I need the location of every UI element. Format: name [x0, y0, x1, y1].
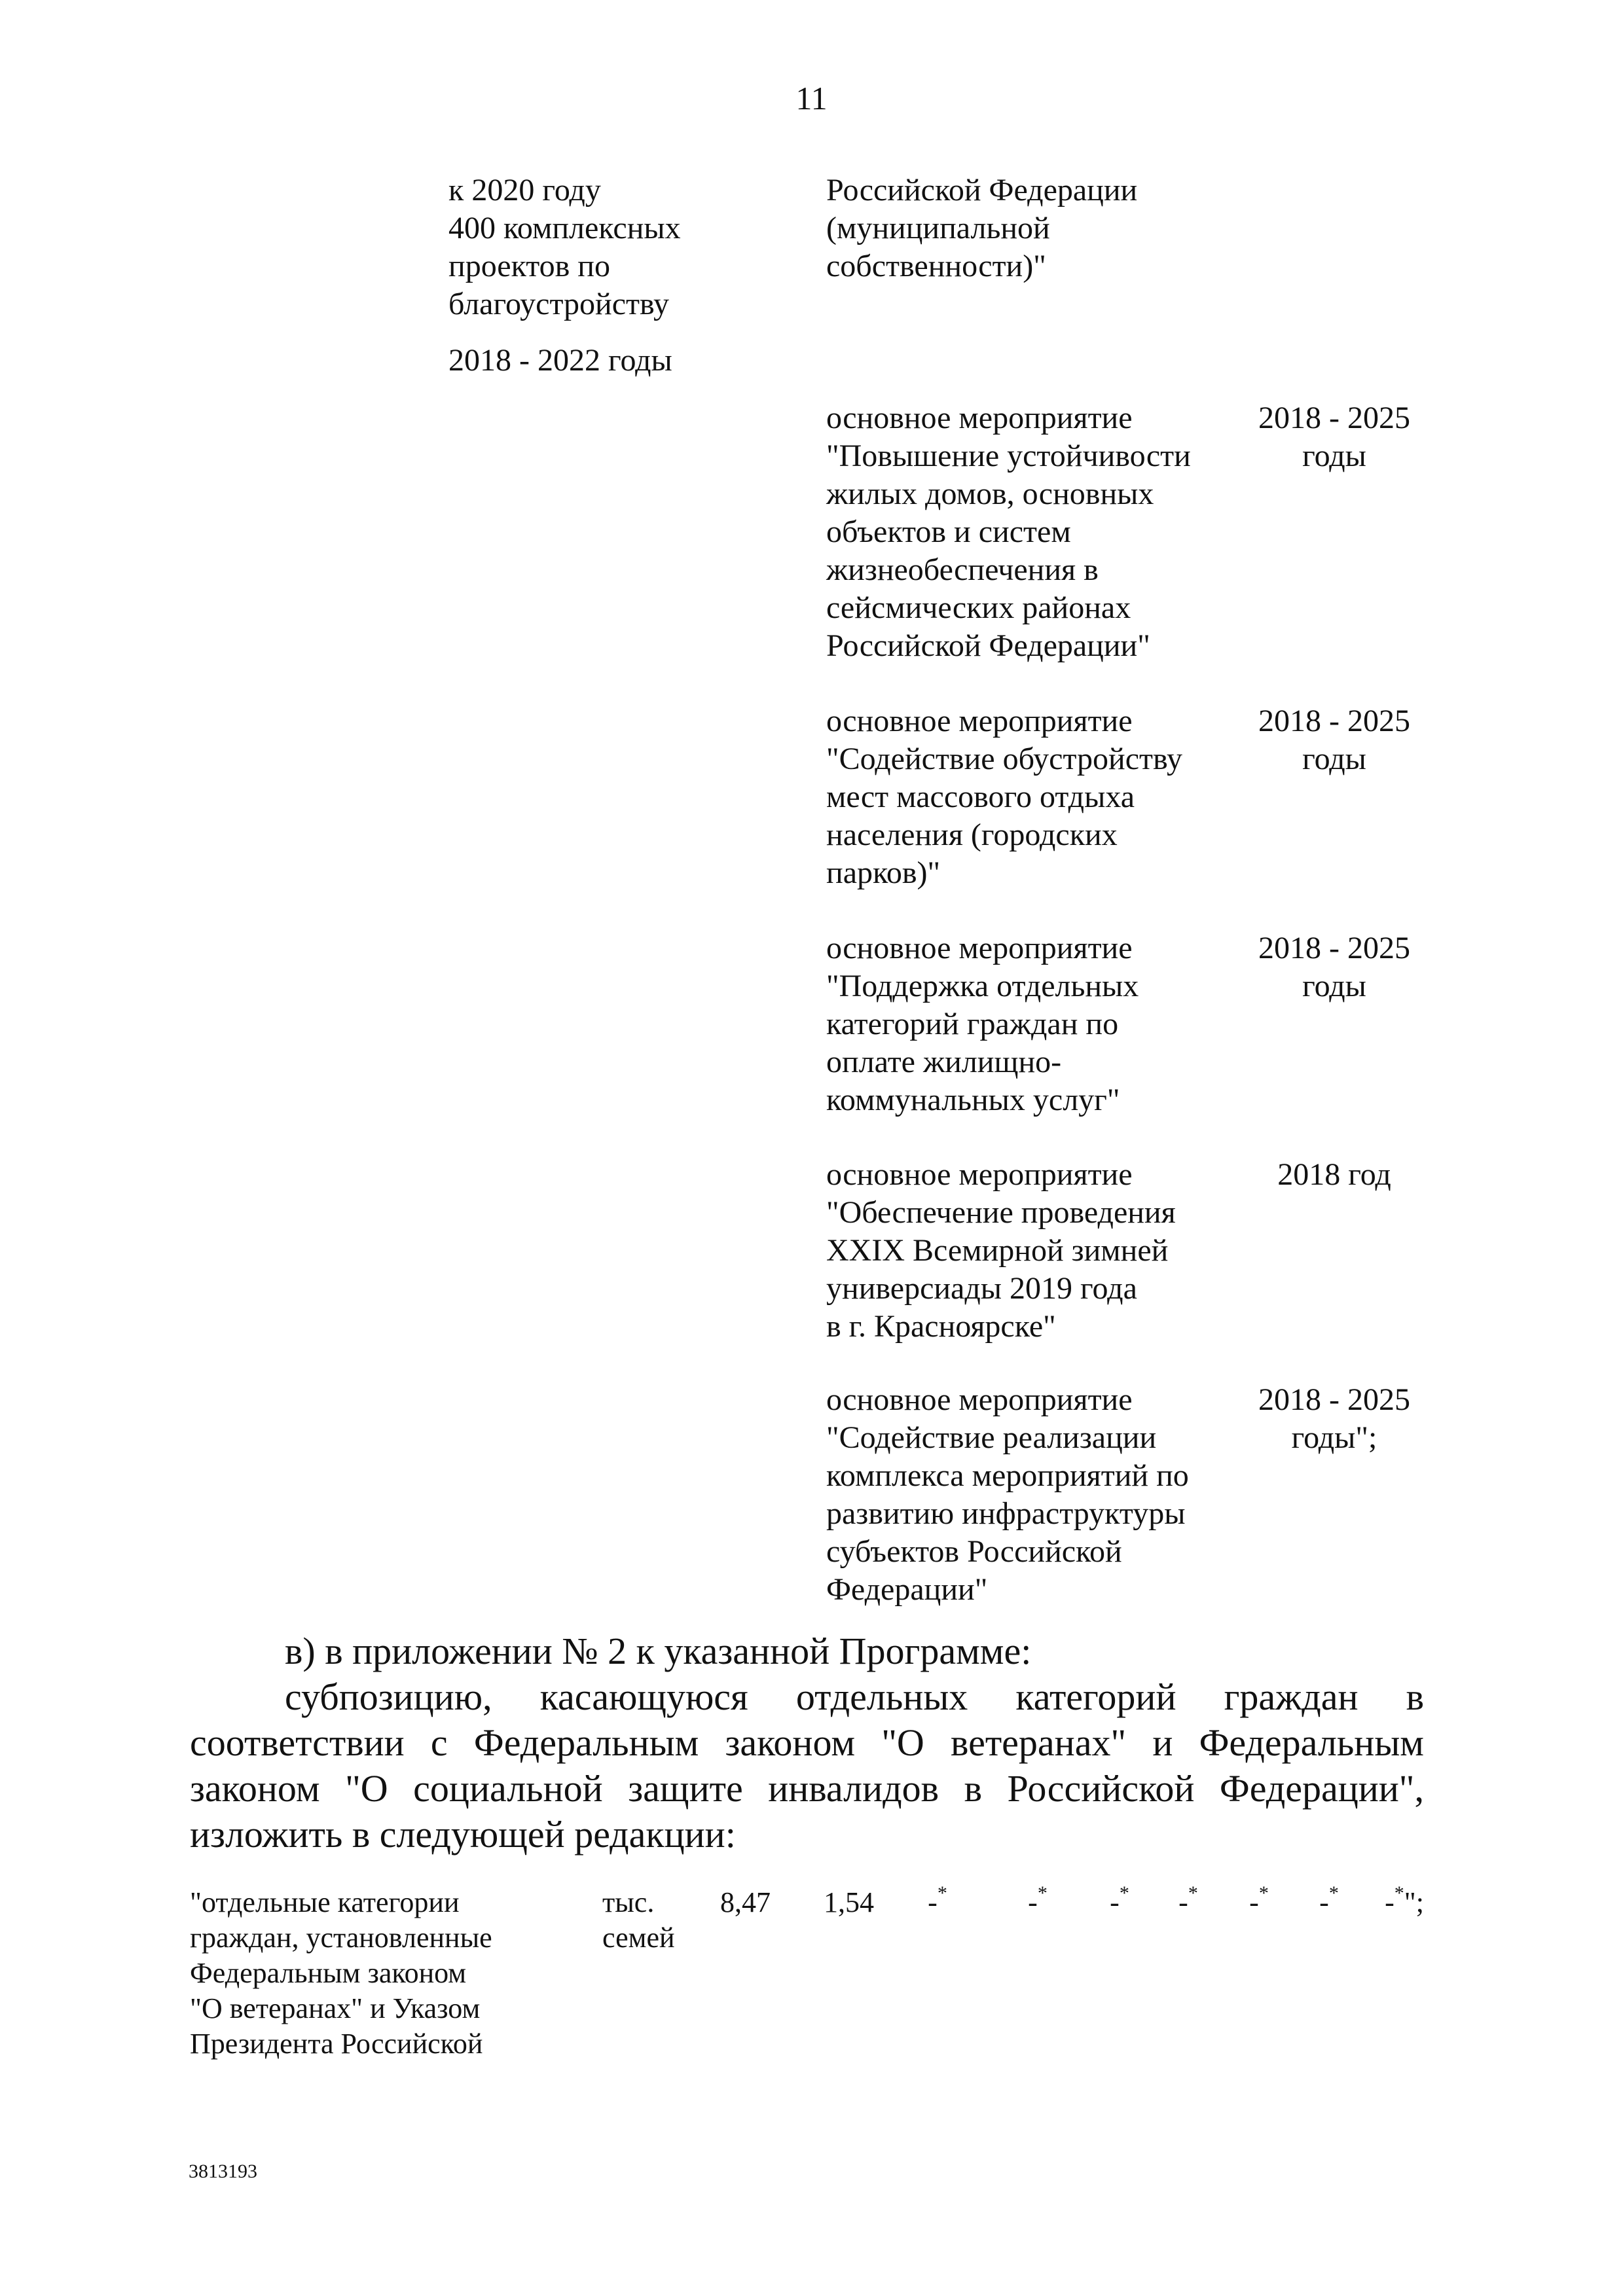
subposition-dash-cell: -*: [1249, 1882, 1269, 1918]
measure-parks-years: 2018 - 2025 годы: [1258, 704, 1410, 776]
paragraph-body-line-1: субпозицию, касающуюся отдельных категорий граждан в: [285, 1676, 1424, 1718]
subposition-dash-cell: -*: [1028, 1882, 1048, 1918]
target-indicator-text: к 2020 году 400 комплексных проектов по благоустройству: [448, 173, 681, 321]
subposition-dash-cell: -*: [1178, 1882, 1198, 1918]
program-continuation-text: Российской Федерации (муниципальной собственности)": [826, 173, 1138, 283]
target-period: 2018 - 2022 годы: [448, 343, 672, 378]
document-id: 3813193: [189, 2161, 257, 2182]
paragraph-body-line-3: законом "О социальной защите инвалидов в Российской Федерации",: [190, 1767, 1424, 1810]
subposition-value-1: 8,47: [720, 1886, 771, 1918]
measure-seismic-years: 2018 - 2025 годы: [1258, 401, 1410, 473]
page-number: 11: [795, 80, 828, 117]
measure-parks-text: основное мероприятие "Содействие обустройству мест массового отдыха населения (городских парков)": [826, 704, 1183, 890]
subposition-unit: тыс. семей: [602, 1886, 675, 1954]
subposition-dash-cell: -*: [1110, 1882, 1129, 1918]
paragraph-body-line-4: изложить в следующей редакции:: [190, 1813, 736, 1856]
paragraph-v: в) в приложении № 2 к указанной Программе:: [285, 1630, 1032, 1672]
measure-housing-utilities-years: 2018 - 2025 годы: [1258, 931, 1410, 1003]
measure-universiade-years: 2018 год: [1277, 1157, 1391, 1192]
measure-universiade-text: основное мероприятие "Обеспечение проведения XXIX Всемирной зимней универсиады 2019 года в г. Красноярске": [826, 1157, 1176, 1344]
measure-seismic-text: основное мероприятие "Повышение устойчивости жилых домов, основных объектов и систем жизнеобеспечения в сейсмических районах Российской Федерации": [826, 401, 1191, 663]
subposition-name: "отдельные категории граждан, установленные Федеральным законом "О ветеранах" и Указом Президента Российской: [190, 1886, 492, 2060]
subposition-value-2: 1,54: [824, 1886, 874, 1918]
subposition-dash-cell: -*: [928, 1882, 947, 1918]
measure-infrastructure-years: 2018 - 2025 годы";: [1258, 1382, 1410, 1455]
subposition-last-dash-cell: -*";: [1385, 1882, 1424, 1918]
paragraph-body-line-2: соответствии с Федеральным законом "О ветеранах" и Федеральным: [190, 1721, 1424, 1764]
measure-housing-utilities-text: основное мероприятие "Поддержка отдельных категорий граждан по оплате жилищно- коммунальных услуг": [826, 931, 1139, 1117]
measure-infrastructure-text: основное мероприятие "Содействие реализации комплекса мероприятий по развитию инфраструктуры субъектов Российской Федерации": [826, 1382, 1189, 1607]
subposition-dash-cell: -*: [1319, 1882, 1339, 1918]
